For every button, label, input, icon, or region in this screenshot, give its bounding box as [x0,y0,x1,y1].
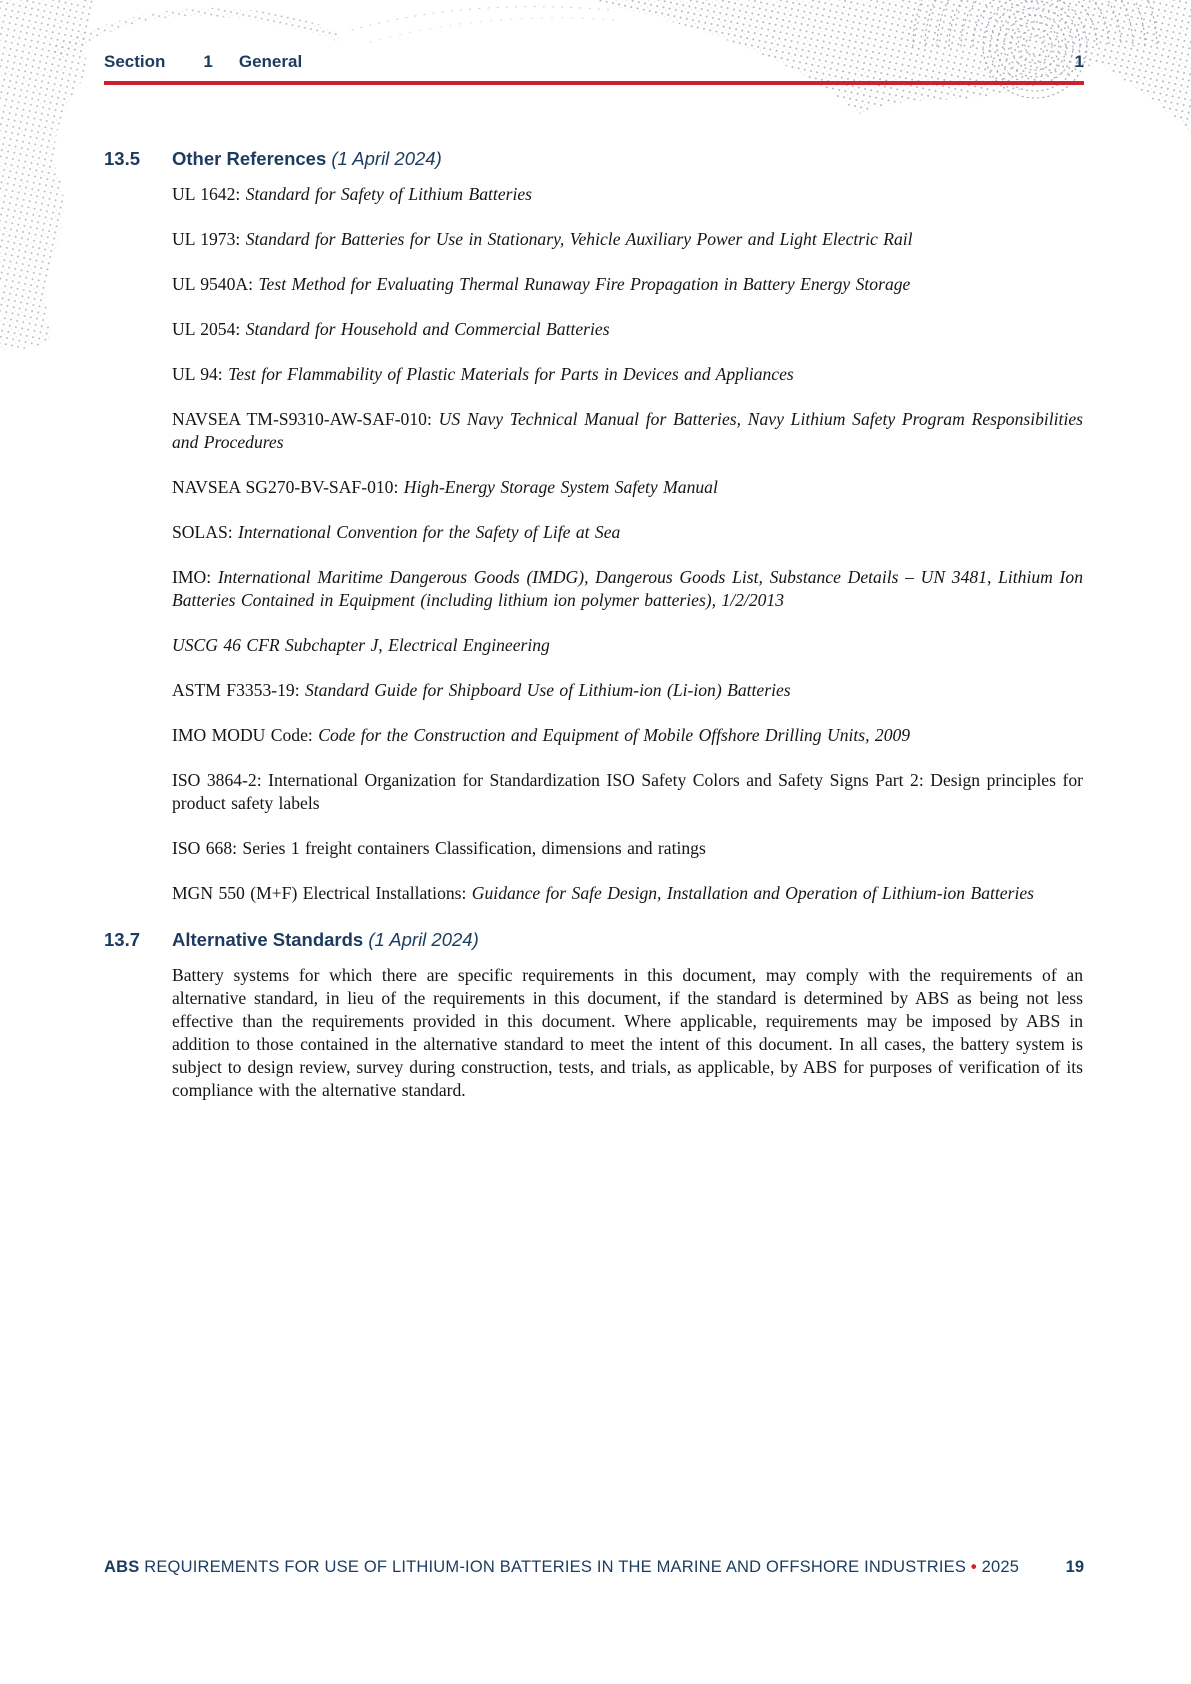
reference-title: Test for Flammability of Plastic Materials for Parts in Devices and Appliances [228,364,794,384]
reference-prefix: UL 1642: [172,184,246,204]
reference-prefix: ISO 3864-2: International Organization for Standardization ISO Safety Colors and Safety Signs Part 2: Design principles for product safety labels [172,770,1083,813]
section-number: 13.5 [104,148,141,169]
reference-item [172,228,1083,251]
reference-title: Standard Guide for Shipboard Use of Lithium-ion (Li-ion) Batteries [305,680,791,700]
section-heading-13-7 [104,927,1084,953]
main-content [104,146,1084,1102]
reference-title: International Maritime Dangerous Goods (IMDG), Dangerous Goods List, Substance Details – UN 3481, Lithium Ion Batteries Contained in Equipment (including lithium ion polymer batteries), 1/2/2013 [172,567,1084,610]
section-body-paragraph: Battery systems for which there are specific requirements in this document, may comply with the requirements of an alternative standard, in lieu of the requirements in this document, if the standard is determined by ABS as being not less effective than the requirements provided in this document. Where applicable, requirements may be imposed by ABS in addition to those contained in the alternative standard to meet the intent of this document. In all cases, the battery system is subject to design review, survey during construction, tests, and trials, as applicable, by ABS for purposes of verification of its compliance with the alternative standard. [172,965,1083,1100]
footer-title: REQUIREMENTS FOR USE OF LITHIUM-ION BATTERIES IN THE MARINE AND OFFSHORE INDUSTRIES [144,1558,967,1576]
header-section-number: 1 [203,52,213,71]
section-title: Alternative Standards [172,929,364,950]
reference-prefix: UL 2054: [172,319,246,339]
section-number: 13.7 [104,929,141,950]
reference-item [172,408,1083,454]
section-date: (1 April 2024) [331,148,442,169]
reference-item [172,882,1083,905]
footer-org: ABS [104,1558,140,1576]
reference-title: Test Method for Evaluating Thermal Runaway Fire Propagation in Battery Energy Storage [258,274,911,294]
reference-item [172,724,1083,747]
reference-item [172,769,1083,815]
footer-bullet: • [970,1558,977,1576]
reference-item [172,183,1083,206]
header-page-number: 1 [1074,52,1084,71]
header-section-label: Section [104,52,166,71]
reference-title: Standard for Household and Commercial Batteries [245,319,610,339]
reference-prefix: IMO MODU Code: [172,725,319,745]
reference-title: US Navy Technical Manual for Batteries, Navy Lithium Safety Program Responsibilities and Procedures [172,409,1083,452]
footer-text [104,1555,1036,1580]
footer-year: 2025 [981,1558,1020,1576]
header-rule [104,81,1084,85]
reference-item [172,837,1083,860]
reference-title: International Convention for the Safety of Life at Sea [238,522,621,542]
section-date: (1 April 2024) [368,929,479,950]
page-footer [104,1555,1084,1580]
reference-item [172,679,1083,702]
reference-item [172,521,1083,544]
reference-prefix: UL 94: [172,364,229,384]
reference-prefix: IMO: [172,567,218,587]
reference-prefix: NAVSEA TM-S9310-AW-SAF-010: [172,409,439,429]
reference-item [172,318,1083,341]
reference-title: Guidance for Safe Design, Installation and Operation of Lithium-ion Batteries [471,883,1034,903]
reference-item [172,476,1083,499]
header-section-title: General [238,52,303,71]
reference-title: Standard for Safety of Lithium Batteries [245,184,533,204]
reference-prefix: UL 9540A: [172,274,259,294]
reference-prefix: UL 1973: [172,229,246,249]
reference-prefix: ISO 668: Series 1 freight containers Classification, dimensions and ratings [172,838,706,858]
section-title: Other References [172,148,327,169]
footer-page-number: 19 [1065,1558,1084,1576]
section-heading-13-5 [104,146,1084,172]
reference-item [172,273,1083,296]
page-header [104,51,1084,73]
reference-item [172,566,1083,612]
reference-title: USCG 46 CFR Subchapter J, Electrical Engineering [172,635,550,655]
reference-item [172,634,1083,657]
reference-prefix: SOLAS: [172,522,239,542]
reference-title: Standard for Batteries for Use in Stationary, Vehicle Auxiliary Power and Light Electric Rail [245,229,913,249]
reference-prefix: ASTM F3353-19: [172,680,305,700]
reference-prefix: MGN 550 (M+F) Electrical Installations: [172,883,472,903]
reference-prefix: NAVSEA SG270-BV-SAF-010: [172,477,404,497]
reference-title: Code for the Construction and Equipment of Mobile Offshore Drilling Units, 2009 [318,725,911,745]
reference-title: High-Energy Storage System Safety Manual [403,477,718,497]
reference-item [172,363,1083,386]
